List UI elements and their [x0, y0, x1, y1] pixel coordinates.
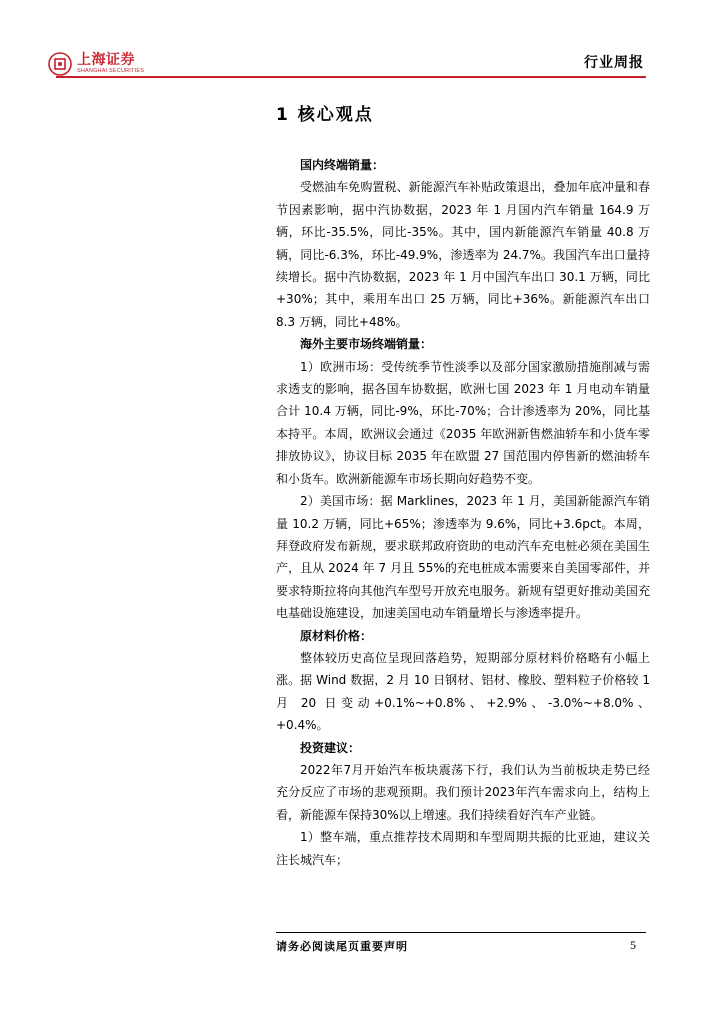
brand-logo: [48, 52, 144, 76]
subheading-raw-materials: 原材料价格：: [300, 628, 373, 643]
paragraph-investment: 2022年7月开始汽车板块震荡下行，我们认为当前板块走势已经充分反应了市场的悲观预期。我们预计2023年汽车需求向上，结构上看，新能源车保持30%以上增速。我们持续看好汽车产业链。: [276, 762, 650, 822]
subheading-domestic-sales: 国内终端销量：: [300, 158, 385, 172]
footer-divider: [276, 932, 646, 933]
paragraph-europe-market: 1）欧洲市场：受传统季节性淡季以及部分国家激励措施削减与需求透支的影响，据各国车协数据，欧洲七国 2023 年 1 月电动车销量合计 10.4 万辆，同比-9%，环比-70%；合计渗透率为 20%，同比基本持平。本周，欧洲议会通过《2035 年欧洲新售燃油轿车和小货车零排放协议》，协议目标 2035 年在欧盟 27 国范围内停售新的燃油轿车和小货车。欧洲新能源车市场长期向好趋势不变。: [276, 359, 650, 486]
header-divider: [56, 76, 646, 78]
logo-name-en: SHANGHAI SECURITIES: [77, 68, 145, 74]
logo-name-cn: 上海证券: [77, 52, 135, 68]
article-body: [276, 154, 650, 871]
page-header: [0, 0, 724, 84]
report-type-label: 行业周报: [584, 55, 644, 71]
paragraph-vehicle-makers: 1）整车端，重点推荐技术周期和车型周期共振的比亚迪，建议关注长城汽车；: [276, 830, 650, 867]
paragraph-us-market: 2）美国市场：据 Marklines，2023 年 1 月，美国新能源汽车销量 10.2 万辆，同比+65%；渗透率为 9.6%，同比+3.6pct。本周，拜登政府发布新规，要求联邦政府资助的电动汽车充电桩必须在美国生产，且从 2024 年 7 月且 55%的充电桩成本需要来自美国零部件，并要求特斯拉将向其他汽车型号开放充电服务。新规有望更好推动美国充电基础设施建设，加速美国电动车销量增长与渗透率提升。: [276, 494, 650, 621]
subheading-overseas-sales: 海外主要市场终端销量：: [300, 337, 433, 352]
subheading-investment: 投资建议：: [300, 740, 361, 755]
paragraph-raw-materials: 整体较历史高位呈现回落趋势，短期部分原材料价格略有小幅上涨。据 Wind 数据，2 月 10 日钢材、铝材、橡胶、塑料粒子价格较 1 月 20 日变动+0.1%~+0.8%、+2.9%、-3.0%~+8.0%、+0.4%。: [276, 650, 650, 733]
seal-icon: [48, 52, 72, 76]
page-number: 5: [630, 938, 636, 952]
paragraph-domestic-sales: 受燃油车免购置税、新能源汽车补贴政策退出，叠加年底冲量和春节因素影响，据中汽协数据，2023 年 1 月国内汽车销量 164.9 万辆，环比-35.5%，同比-35%。其中，国内新能源汽车销量 40.8 万辆，同比-6.3%，环比-49.9%，渗透率为 24.7%。我国汽车出口量持续增长。据中汽协数据，2023 年 1 月中国汽车出口 30.1 万辆，同比+30%；其中，乘用车出口 25 万辆，同比+36%。新能源汽车出口 8.3 万辆，同比+48%。: [276, 180, 650, 329]
section-title: 1 核心观点: [276, 105, 374, 125]
disclaimer-note: 请务必阅读尾页重要声明: [276, 940, 408, 953]
